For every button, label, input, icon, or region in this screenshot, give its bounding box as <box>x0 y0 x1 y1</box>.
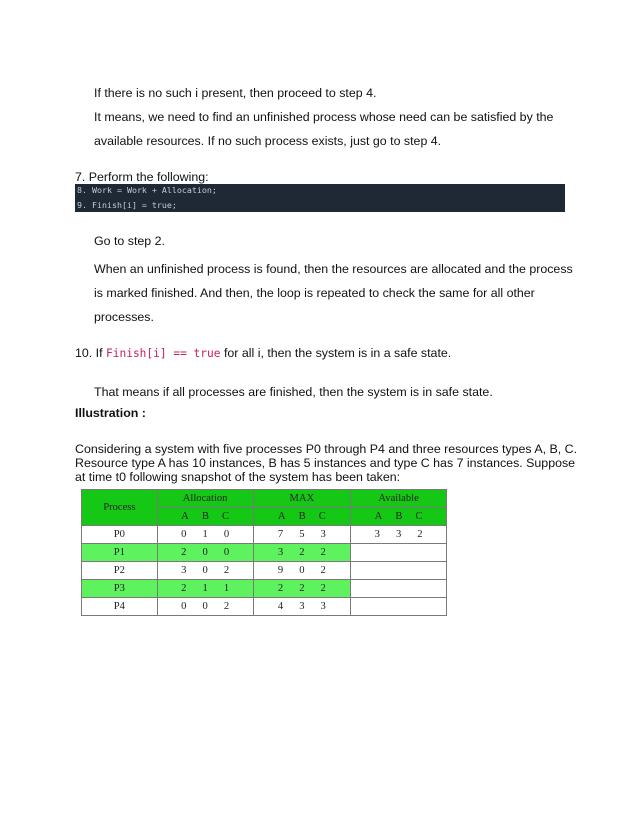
sub-c: C <box>415 511 423 522</box>
text-line-1: If there is no such i present, then proceed to step 4. <box>94 86 377 100</box>
cell-available <box>351 598 447 616</box>
text-line-3: available resources. If no such process exists, just go to step 4. <box>94 134 442 148</box>
table-row <box>82 598 447 616</box>
sub-c: C <box>222 511 230 522</box>
cell-max: 2 2 2 <box>253 580 351 598</box>
step-10-prefix: 10. If <box>75 346 106 360</box>
step-7: 7. Perform the following: <box>75 170 209 184</box>
header-process: Process <box>82 490 158 526</box>
consider-line-1: Considering a system with five processes P0 through P4 and three resources types A, B, C. <box>75 442 578 456</box>
header-available: Available <box>351 490 447 508</box>
illustration-heading: Illustration : <box>75 406 146 420</box>
cell-allocation: 0 0 2 <box>157 598 253 616</box>
cell-process: P3 <box>82 580 158 598</box>
step-10-suffix: for all i, then the system is in a safe state. <box>220 346 452 360</box>
consider-line-3: at time t0 following snapshot of the system has been taken: <box>75 470 401 484</box>
sub-b: B <box>395 511 403 522</box>
cell-allocation: 2 1 1 <box>157 580 253 598</box>
goto-step-2: Go to step 2. <box>94 234 165 248</box>
subheader-allocation <box>157 508 253 526</box>
cell-allocation: 3 0 2 <box>157 562 253 580</box>
sub-a: A <box>374 511 383 522</box>
cell-process: P1 <box>82 544 158 562</box>
table-header-row <box>82 490 447 508</box>
para2-line-2: is marked finished. And then, the loop is repeated to check the same for all other <box>94 286 535 300</box>
subheader-max <box>253 508 351 526</box>
cell-available <box>351 544 447 562</box>
cell-max: 4 3 3 <box>253 598 351 616</box>
sub-c: C <box>318 511 326 522</box>
cell-allocation: 2 0 0 <box>157 544 253 562</box>
cell-process: P2 <box>82 562 158 580</box>
cell-available <box>351 562 447 580</box>
para2-line-1: When an unfinished process is found, then the resources are allocated and the process <box>94 262 573 276</box>
code-block <box>75 184 565 212</box>
header-max: MAX <box>253 490 351 508</box>
inline-code-finish: Finish[i] == true <box>106 347 221 360</box>
code-line-9: 9. Finish[i] = true; <box>77 200 177 210</box>
cell-process: P4 <box>82 598 158 616</box>
snapshot-table <box>81 489 447 616</box>
para2-line-3: processes. <box>94 310 154 324</box>
sub-a: A <box>181 511 189 522</box>
step-10 <box>75 346 451 360</box>
sub-b: B <box>201 511 209 522</box>
cell-max: 9 0 2 <box>253 562 351 580</box>
table-row <box>82 580 447 598</box>
code-line-8: 8. Work = Work + Allocation; <box>77 185 217 195</box>
cell-available <box>351 580 447 598</box>
cell-allocation: 0 1 0 <box>157 526 253 544</box>
cell-process: P0 <box>82 526 158 544</box>
cell-max: 3 2 2 <box>253 544 351 562</box>
sub-b: B <box>298 511 306 522</box>
text-line-2: It means, we need to find an unfinished process whose need can be satisfied by the <box>94 110 554 124</box>
cell-available: 3 3 2 <box>351 526 447 544</box>
consider-line-2: Resource type A has 10 instances, B has 5 instances and type C has 7 instances. Suppose <box>75 456 576 470</box>
cell-max: 7 5 3 <box>253 526 351 544</box>
meaning-line: That means if all processes are finished, then the system is in safe state. <box>94 385 493 399</box>
table-row <box>82 526 447 544</box>
table-row <box>82 544 447 562</box>
sub-a: A <box>277 511 286 522</box>
header-allocation: Allocation <box>157 490 253 508</box>
subheader-available <box>351 508 447 526</box>
table-row <box>82 562 447 580</box>
